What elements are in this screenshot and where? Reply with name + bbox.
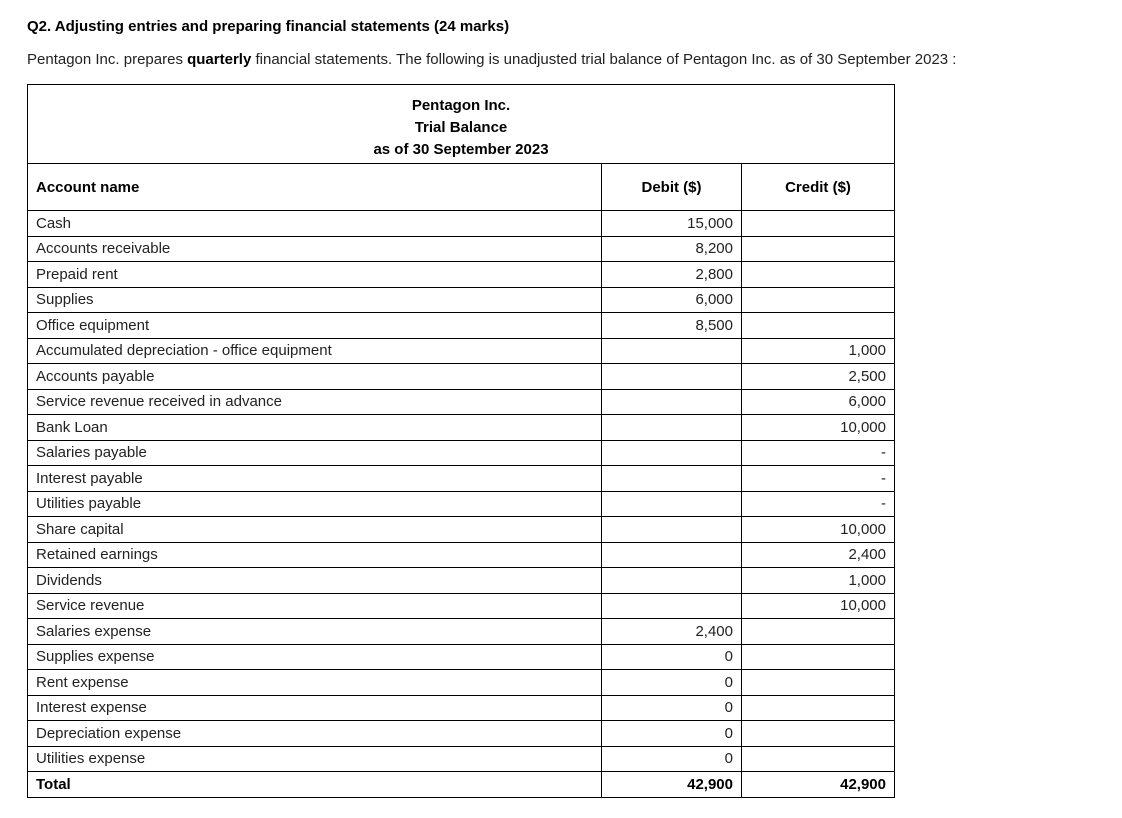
credit-cell: 10,000 xyxy=(742,593,895,619)
account-name-cell: Service revenue received in advance xyxy=(28,389,602,415)
debit-cell: 0 xyxy=(602,721,742,747)
debit-cell xyxy=(602,389,742,415)
table-row xyxy=(28,517,895,543)
debit-cell: 15,000 xyxy=(602,211,742,237)
table-row xyxy=(28,313,895,339)
table-row xyxy=(28,542,895,568)
table-header-row xyxy=(28,164,895,211)
intro-emphasis: quarterly xyxy=(187,51,252,68)
table-row xyxy=(28,364,895,390)
table-row xyxy=(28,644,895,670)
credit-cell xyxy=(742,619,895,645)
credit-cell: 2,500 xyxy=(742,364,895,390)
table-row xyxy=(28,619,895,645)
account-name-cell: Share capital xyxy=(28,517,602,543)
account-name-cell: Salaries expense xyxy=(28,619,602,645)
report-date: as of 30 September 2023 xyxy=(373,141,549,158)
total-credit: 42,900 xyxy=(742,772,895,798)
table-body xyxy=(28,211,895,772)
debit-cell: 0 xyxy=(602,644,742,670)
credit-cell: 10,000 xyxy=(742,517,895,543)
account-name-cell: Salaries payable xyxy=(28,440,602,466)
table-row xyxy=(28,746,895,772)
account-name-cell: Depreciation expense xyxy=(28,721,602,747)
credit-cell: - xyxy=(742,440,895,466)
credit-cell: - xyxy=(742,491,895,517)
credit-cell: - xyxy=(742,466,895,492)
table-row xyxy=(28,721,895,747)
account-name-cell: Office equipment xyxy=(28,313,602,339)
debit-cell: 0 xyxy=(602,695,742,721)
account-name-cell: Accumulated depreciation - office equipment xyxy=(28,338,602,364)
debit-cell xyxy=(602,593,742,619)
account-name-cell: Prepaid rent xyxy=(28,262,602,288)
table-row xyxy=(28,491,895,517)
account-name-cell: Accounts receivable xyxy=(28,236,602,262)
account-name-cell: Interest payable xyxy=(28,466,602,492)
column-header-account: Account name xyxy=(28,164,602,211)
credit-cell: 6,000 xyxy=(742,389,895,415)
debit-cell xyxy=(602,491,742,517)
total-debit: 42,900 xyxy=(602,772,742,798)
table-row xyxy=(28,211,895,237)
intro-text-end: financial statements. The following is unadjusted trial balance of Pentagon Inc. as of 30 September 2023 : xyxy=(251,51,957,68)
table-row xyxy=(28,695,895,721)
table-row xyxy=(28,236,895,262)
debit-cell xyxy=(602,466,742,492)
account-name-cell: Cash xyxy=(28,211,602,237)
debit-cell: 8,200 xyxy=(602,236,742,262)
account-name-cell: Accounts payable xyxy=(28,364,602,390)
debit-cell: 8,500 xyxy=(602,313,742,339)
account-name-cell: Retained earnings xyxy=(28,542,602,568)
question-intro xyxy=(27,51,956,68)
company-name: Pentagon Inc. xyxy=(411,97,511,114)
table-row xyxy=(28,568,895,594)
debit-cell: 2,400 xyxy=(602,619,742,645)
table-row xyxy=(28,338,895,364)
table-row xyxy=(28,440,895,466)
table-row xyxy=(28,262,895,288)
account-name-cell: Dividends xyxy=(28,568,602,594)
table-row xyxy=(28,593,895,619)
question-title: Q2. Adjusting entries and preparing financial statements (24 marks) xyxy=(27,18,510,35)
credit-cell xyxy=(742,236,895,262)
credit-cell: 1,000 xyxy=(742,338,895,364)
table-title xyxy=(28,85,895,164)
account-name-cell: Supplies xyxy=(28,287,602,313)
table-row xyxy=(28,415,895,441)
credit-cell xyxy=(742,746,895,772)
credit-cell xyxy=(742,262,895,288)
table-row xyxy=(28,287,895,313)
debit-cell xyxy=(602,517,742,543)
credit-cell xyxy=(742,670,895,696)
table-title-row xyxy=(28,85,895,164)
column-header-debit: Debit ($) xyxy=(602,164,742,211)
debit-cell xyxy=(602,364,742,390)
account-name-cell: Rent expense xyxy=(28,670,602,696)
credit-cell xyxy=(742,695,895,721)
trial-balance-table xyxy=(27,84,895,798)
debit-cell: 6,000 xyxy=(602,287,742,313)
debit-cell xyxy=(602,542,742,568)
credit-cell xyxy=(742,721,895,747)
credit-cell: 1,000 xyxy=(742,568,895,594)
account-name-cell: Bank Loan xyxy=(28,415,602,441)
debit-cell xyxy=(602,568,742,594)
credit-cell: 2,400 xyxy=(742,542,895,568)
table-row xyxy=(28,389,895,415)
account-name-cell: Utilities payable xyxy=(28,491,602,517)
debit-cell xyxy=(602,338,742,364)
table-row xyxy=(28,670,895,696)
debit-cell xyxy=(602,440,742,466)
column-header-credit: Credit ($) xyxy=(742,164,895,211)
account-name-cell: Supplies expense xyxy=(28,644,602,670)
total-row xyxy=(28,772,895,798)
intro-text-start: Pentagon Inc. prepares xyxy=(27,51,188,68)
credit-cell xyxy=(742,211,895,237)
table-row xyxy=(28,466,895,492)
total-label: Total xyxy=(28,772,602,798)
account-name-cell: Interest expense xyxy=(28,695,602,721)
credit-cell xyxy=(742,287,895,313)
debit-cell xyxy=(602,415,742,441)
debit-cell: 2,800 xyxy=(602,262,742,288)
credit-cell: 10,000 xyxy=(742,415,895,441)
credit-cell xyxy=(742,644,895,670)
report-name: Trial Balance xyxy=(414,119,508,136)
debit-cell: 0 xyxy=(602,746,742,772)
account-name-cell: Service revenue xyxy=(28,593,602,619)
debit-cell: 0 xyxy=(602,670,742,696)
account-name-cell: Utilities expense xyxy=(28,746,602,772)
credit-cell xyxy=(742,313,895,339)
